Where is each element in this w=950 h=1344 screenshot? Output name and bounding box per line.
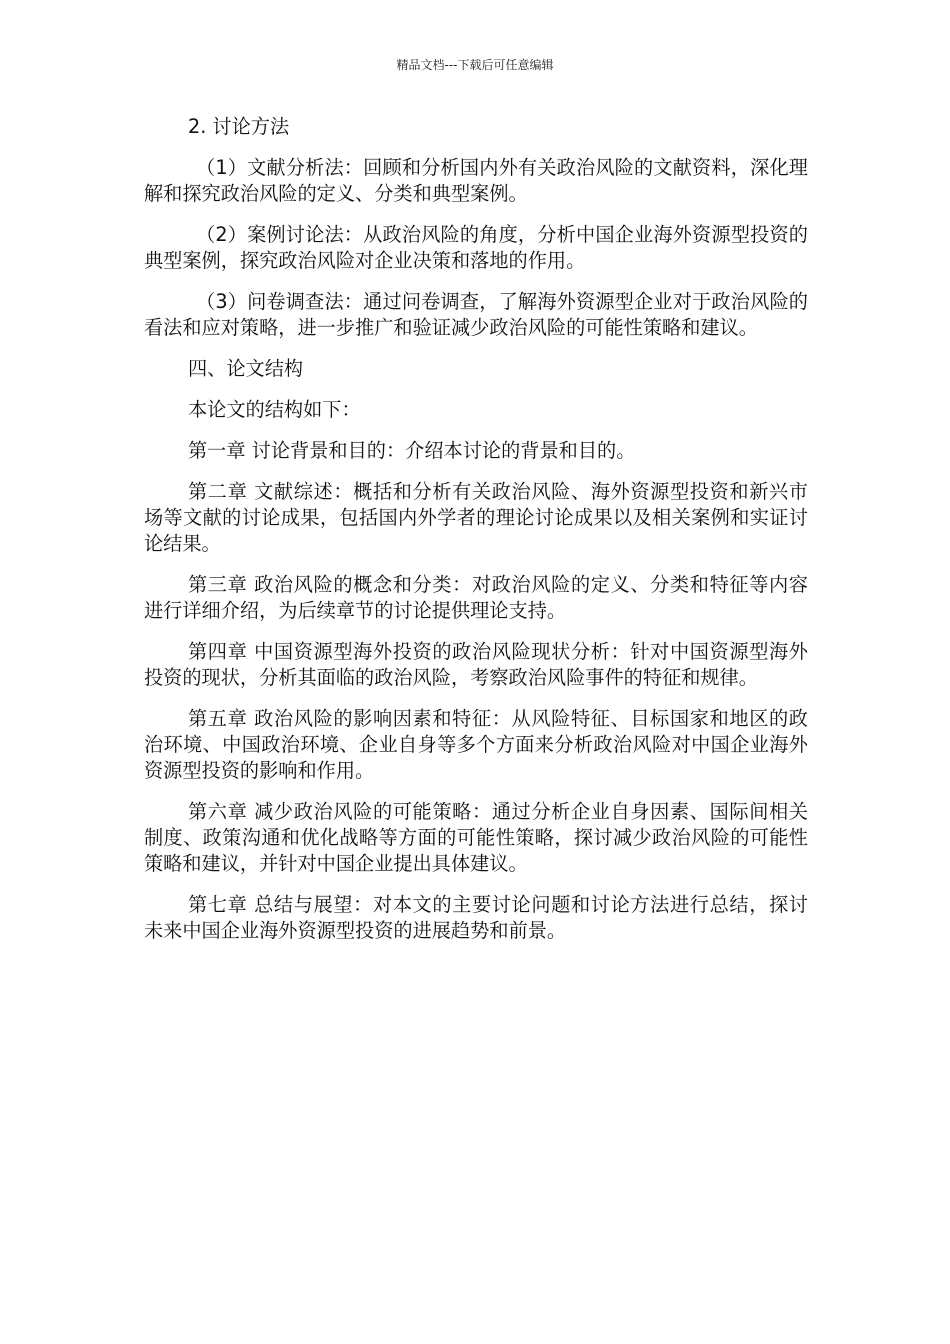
method-case-study: （2）案例讨论法：从政治风险的角度，分析中国企业海外资源型投资的典型案例，探究政治风险对企业决策和落地的作用。 [144,223,808,272]
chapter-3: 第三章 政治风险的概念和分类：对政治风险的定义、分类和特征等内容进行详细介绍，为后续章节的讨论提供理论支持。 [144,573,808,622]
method-questionnaire: （3）问卷调查法：通过问卷调查，了解海外资源型企业对于政治风险的看法和应对策略，进一步推广和验证减少政治风险的可能性策略和建议。 [144,290,808,339]
chapter-4: 第四章 中国资源型海外投资的政治风险现状分析：针对中国资源型海外投资的现状，分析其面临的政治风险，考察政治风险事件的特征和规律。 [144,640,808,689]
section-heading-methods: 2. 讨论方法 [188,115,290,138]
method-literature-analysis: （1）文献分析法：回顾和分析国内外有关政治风险的文献资料，深化理解和探究政治风险的定义、分类和典型案例。 [144,156,808,205]
document-body [144,114,808,944]
structure-intro: 本论文的结构如下： [188,398,361,421]
chapter-7: 第七章 总结与展望：对本文的主要讨论问题和讨论方法进行总结，探讨未来中国企业海外资源型投资的进展趋势和前景。 [144,893,808,942]
page-header: 精品文档---下载后可任意编辑 [396,58,554,72]
chapter-5: 第五章 政治风险的影响因素和特征：从风险特征、目标国家和地区的政治环境、中国政治环境、企业自身等多个方面来分析政治风险对中国企业海外资源型投资的影响和作用。 [144,707,808,782]
chapter-6: 第六章 减少政治风险的可能策略：通过分析企业自身因素、国际间相关制度、政策沟通和优化战略等方面的可能性策略，探讨减少政治风险的可能性策略和建议，并针对中国企业提出具体建议。 [144,800,808,875]
chapter-1: 第一章 讨论背景和目的：介绍本讨论的背景和目的。 [188,439,636,462]
section-heading-structure: 四、论文结构 [188,357,304,380]
chapter-2: 第二章 文献综述：概括和分析有关政治风险、海外资源型投资和新兴市场等文献的讨论成果，包括国内外学者的理论讨论成果以及相关案例和实证讨论结果。 [144,480,808,555]
